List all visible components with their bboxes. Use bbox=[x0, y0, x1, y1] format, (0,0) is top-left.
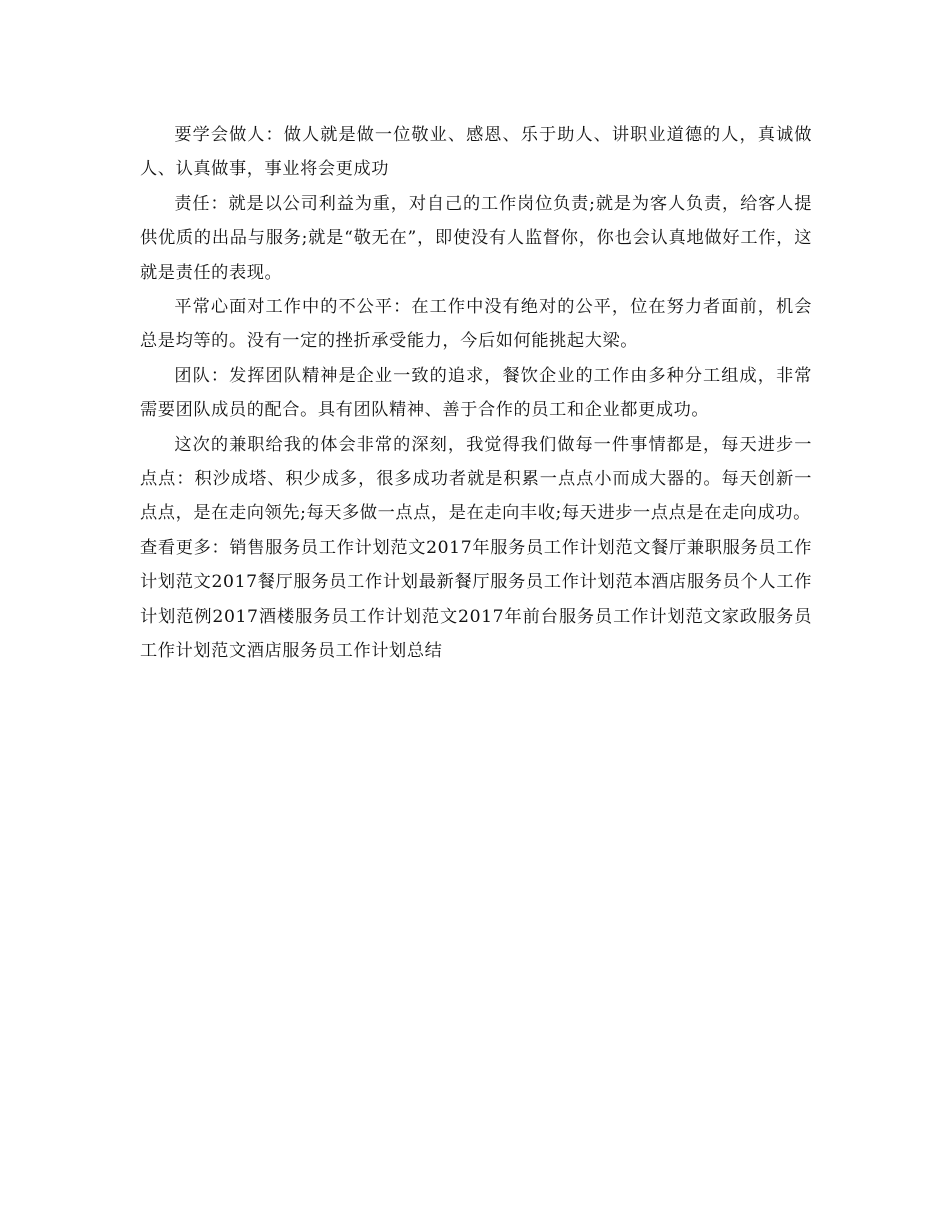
paragraph-fairness: 平常心面对工作中的不公平：在工作中没有绝对的公平，位在努力者面前，机会总是均等的。没有一定的挫折承受能力，今后如何能挑起大梁。 bbox=[140, 297, 812, 352]
paragraph-teamwork: 团队：发挥团队精神是企业一致的追求，餐饮企业的工作由多种分工组成，非常需要团队成员的配合。具有团队精神、善于合作的员工和企业都更成功。 bbox=[140, 365, 812, 421]
paragraph-be-a-good-person: 要学会做人：做人就是做一位敬业、感恩、乐于助人、讲职业道德的人，真诚做人、认真做事，事业将会更成功 bbox=[140, 125, 812, 180]
document-body bbox=[140, 118, 812, 669]
paragraph-reflection: 这次的兼职给我的体会非常的深刻，我觉得我们做每一件事情都是，每天进步一点点：积沙成塔、积少成多，很多成功者就是积累一点点小而成大器的。每天创新一点点，是在走向领先;每天多做一点点，是在走向丰收;每天进步一点点是在走向成功。 bbox=[140, 434, 812, 524]
paragraph-responsibility: 责任：就是以公司利益为重，对自己的工作岗位负责;就是为客人负责，给客人提供优质的出品与服务;就是“敬无在”，即使没有人监督你，你也会认真地做好工作，这就是责任的表现。 bbox=[140, 193, 812, 283]
see-more-links[interactable]: 查看更多：销售服务员工作计划范文2017年服务员工作计划范文餐厅兼职服务员工作计划范文2017餐厅服务员工作计划最新餐厅服务员工作计划范本酒店服务员个人工作计划范例2017酒楼服务员工作计划范文2017年前台服务员工作计划范文家政服务员工作计划范文酒店服务员工作计划总结 bbox=[140, 537, 812, 662]
